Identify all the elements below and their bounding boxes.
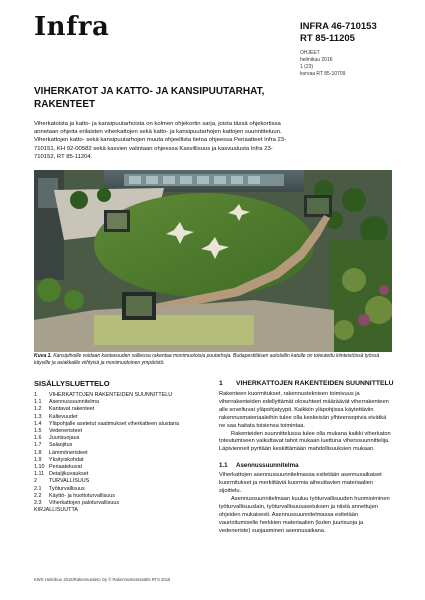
section-heading: 1 VIHERKATTOJEN RAKENTEIDEN SUUNNITTELU <box>219 380 394 387</box>
page-footer: KWS Helmikuu 2016/Rakennustieto Oy © Rakennustietosäätiö RTS 2016 <box>34 577 171 582</box>
intro-paragraph: Viherkatoista ja katto- ja kansipuutarhoista on kolmen ohjekortin sarja, joista tässä ohjekortissa annetaan ohjeita erilaisten viherkattojen sekä katto- ja kansipuutarhojen kattojen suunnitteluun. Viherkattojen katto- sekä kansipuutarhojen muuta ohjeellista tietoa ohjeessa Periaatteet Infra 23-710151, KH 92-00582 sekä kasvien valintaan ohjeessa Kasvillisuus ja kasvualusta Infra 23-710152, RT 85-11204. <box>34 121 287 160</box>
toc-item[interactable]: 1.8 Lämmöneristeet <box>34 449 88 456</box>
toc-item[interactable]: 1.2 Kantavat rakenteet <box>34 406 95 413</box>
table-of-contents <box>34 379 199 514</box>
section-1 <box>219 379 394 536</box>
toc-item[interactable]: 1.10 Periaatekuvat <box>34 464 82 471</box>
toc-item[interactable]: 1.7 Salaojitus <box>34 442 73 449</box>
toc-item[interactable]: 2 TURVALLISUUS <box>34 478 90 485</box>
code-infra: INFRA 46-710153 <box>300 21 377 32</box>
meta-date: helmikuu 2016 <box>300 57 333 63</box>
document-meta <box>300 50 345 78</box>
toc-item[interactable]: 1 VIHERKATTOJEN RAKENTEIDEN SUUNNITTELU <box>34 392 173 398</box>
document-code <box>300 21 377 45</box>
toc-item[interactable]: 2.3 Viherkattojen paloturvallisuus <box>34 500 120 507</box>
toc-item[interactable]: 1.9 Yksityiskohdat <box>34 456 84 463</box>
infra-logo: Infra <box>34 12 110 42</box>
photo-caption <box>34 353 392 366</box>
section-paragraph: Rakenteen kuormitukset, rakennusteknisen toimivuus ja viherrakenteiden edellyttämät olosuhteet määräävät viherrakenteen alle soveltuvat yläpohjatyypit. Kaikkiin yläpohjissa käytettäviin rakennusmateriaaleihin tulee olla keskeisän ylhteensopivia eivätkä ne saa haitata toisiensa toimintaa. <box>219 391 389 429</box>
meta-type: OHJEET <box>300 50 320 56</box>
caption-label: Kuva 1. <box>34 353 52 359</box>
toc-item[interactable]: 1.4 Yläpohjalle asetetut vaatimukset viherkatteen alustana <box>34 420 180 427</box>
toc-item[interactable]: 2.2 Käyttö- ja huoltoturvallisuus <box>34 492 115 499</box>
toc-item[interactable]: KIRJALLISUUTTA <box>34 507 78 514</box>
section-paragraph: Rakenteiden suunnittelussa tulee olla mukana kaikki viherkaton toteutumiseen vaikuttavat tahot mukaan luettuna viherssuunnittelija. Läpivienneit pyritään keskittämään mahdollisuuksien mukaan. <box>219 430 391 453</box>
page-title: VIHERKATOT JA KATTO- JA KANSIPUUTARHAT, RAKENTEET <box>34 86 265 110</box>
subsection-paragraph: Viherkattojen asennussuunnitelmassa esitetään asennusaikaiset kuormitukset ja merkittäviä kuormia aiheuttavien materiaalien sijoittelu. <box>219 472 382 495</box>
subsection-heading: 1.1 Asennussuunnitelma <box>219 462 299 470</box>
roof-garden-photo <box>34 170 392 352</box>
caption-text: Kansipihoille voidaan kantavuuden salliessa rakentaa monimuotoisia puutarhoja. Budapestiläisen autotallin katolle on toteutettu kiinteistössä työssä käyville ja asiakkaille viihtyisä ja monimuotoinen ympäristö. <box>34 353 380 366</box>
meta-replaces: korvaa RT 85-10709 <box>300 71 346 77</box>
toc-item[interactable]: 1.1 Asennussuunnitelma <box>34 399 100 406</box>
toc-item[interactable]: 1.3 Kaltevuudet <box>34 413 78 420</box>
toc-item[interactable]: 1.6 Juurisuojaus <box>34 435 80 442</box>
toc-item[interactable]: 1.5 Vedeneristeet <box>34 428 82 435</box>
toc-item[interactable]: 2.1 Työturvallisuus <box>34 485 85 492</box>
subsection-paragraph: Asennussuunnitelmaan kuuluu työturvallisuuden huomioiminen työturvallisuuslain, työturvallisuusasetuksen ja niistä annettujen ohjeiden mukaisesti. Asennussuunnitelmassa esitetään vaurioitumiselle herkkien materiaalien (kuten juurisuoja ja vedeneriste) suojaaminen asennusaikana. <box>219 495 390 534</box>
meta-page: 1 (23) <box>300 64 314 70</box>
toc-heading: SISÄLLYSLUETTELO <box>34 379 110 388</box>
code-rt: RT 85-11205 <box>300 33 355 44</box>
toc-item[interactable]: 1.11 Detaljikuvaukset <box>34 471 89 478</box>
